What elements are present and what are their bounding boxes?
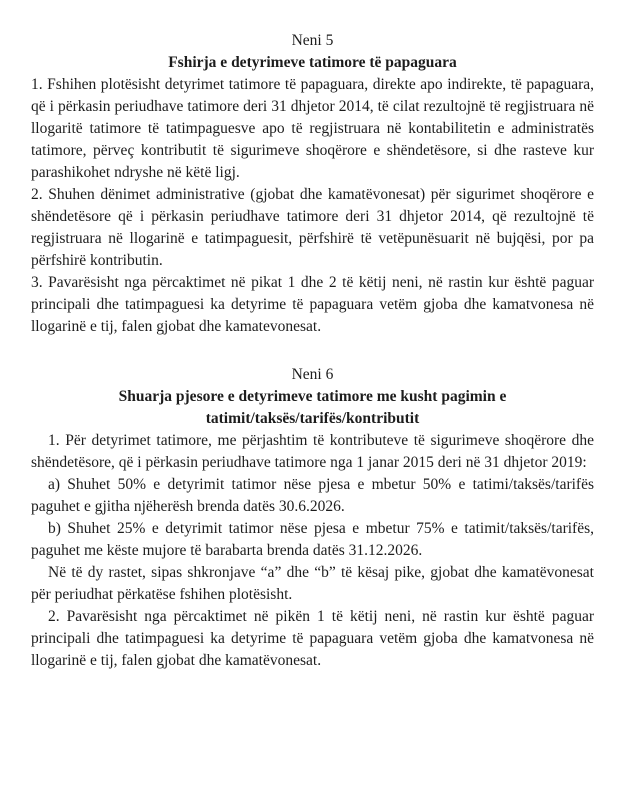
paragraph: Në të dy rastet, sipas shkronjave “a” dhe “b” të kësaj pike, gjobat dhe kamatëvonesat për periudhat përkatëse fshihen plotësisht.	[31, 564, 594, 603]
paragraph-item-a: a) Shuhet 50% e detyrimit tatimor nëse pjesa e mbetur 50% e tatimi/taksës/tarifës paguhet e gjitha njëherësh brenda datës 30.6.2026.	[31, 476, 594, 515]
paragraph: 2. Pavarësisht nga përcaktimet në pikën 1 të këtij neni, në rastin kur është paguar principali dhe tatimpaguesi ka detyrime të papaguara vetëm gjoba dhe kamatvonesa në llogarinë e tij, falen gjobat dhe kamatëvonesat.	[31, 608, 594, 669]
paragraph: 3. Pavarësisht nga përcaktimet në pikat 1 dhe 2 të këtij neni, në rastin kur është paguar principali dhe tatimpaguesi ka detyrime të papaguara vetëm gjoba dhe kamatvonesa në llogarinë e tij, falen gjobat dhe kamatevonesat.	[31, 274, 594, 335]
section-neni-6	[31, 364, 594, 672]
paragraph: 1. Për detyrimet tatimore, me përjashtim të kontributeve të sigurimeve shoqërore dhe shëndetësore, që i përkasin periudhave tatimore nga 1 janar 2015 deri në 31 dhjetor 2019:	[31, 432, 594, 471]
article-title-line-2: tatimit/taksës/tarifës/kontributit	[205, 410, 420, 427]
article-title: Fshirja e detyrimeve tatimore të papaguara	[168, 54, 457, 71]
article-number: Neni 5	[291, 32, 334, 49]
article-title-line-1: Shuarja pjesore e detyrimeve tatimore me kusht pagimin e	[118, 388, 507, 405]
section-neni-5	[31, 30, 594, 338]
article-number: Neni 6	[291, 366, 334, 383]
paragraph: 2. Shuhen dënimet administrative (gjobat dhe kamatëvonesat) për sigurimet shoqërore e shëndetësore që i përkasin periudhave tatimore deri 31 dhjetor 2014, që rezultojnë të regjistruara në llogarinë e tatimpaguesit, përfshirë të vetëpunësuarit në bujqësi, por pa përfshirë kontributin.	[31, 186, 594, 269]
paragraph: 1. Fshihen plotësisht detyrimet tatimore të papaguara, direkte apo indirekte, të papaguara, që i përkasin periudhave tatimore deri 31 dhjetor 2014, të cilat rezultojnë të regjistruara në llogaritë tatimore të tatimpaguesve apo të regjistruara në kontabilitetin e administratës tatimore, përveç kontributit të sigurimeve shoqërore e shëndetësore, si dhe rasteve kur parashikohet ndryshe në këtë ligj.	[31, 76, 594, 181]
paragraph-item-b: b) Shuhet 25% e detyrimit tatimor nëse pjesa e mbetur 75% e tatimit/taksës/tarifës, paguhet me këste mujore të barabarta brenda datës 31.12.2026.	[31, 520, 594, 559]
